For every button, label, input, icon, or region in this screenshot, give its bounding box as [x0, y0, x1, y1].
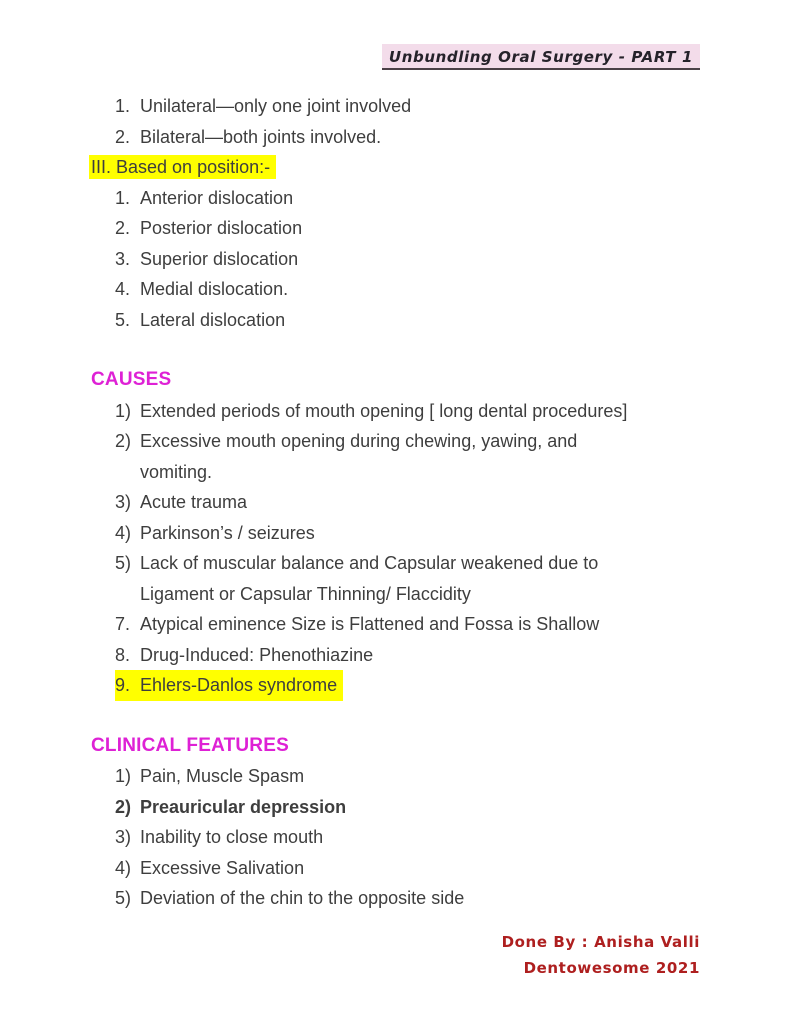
- list-item: [91, 792, 791, 823]
- item-number: 1.: [115, 187, 131, 208]
- item-number: 2): [115, 796, 132, 817]
- list-item: [91, 609, 791, 640]
- list-item: [91, 213, 791, 244]
- item-number: 5.: [115, 309, 131, 330]
- item-text: Lateral dislocation: [140, 309, 286, 330]
- list-item: [91, 305, 791, 336]
- header-row: [0, 44, 791, 70]
- section-heading-clinical-features: CLINICAL FEATURES: [91, 734, 289, 756]
- document-title: Unbundling Oral Surgery - PART 1: [382, 44, 700, 70]
- item-text: Parkinson’s / seizures: [140, 522, 315, 543]
- list-item: [91, 183, 791, 214]
- list-item: [91, 487, 791, 518]
- item-number: 3): [115, 827, 132, 847]
- clinical-features-list: [91, 761, 791, 914]
- item-number: 3): [115, 492, 132, 512]
- item-number: 8.: [115, 644, 131, 665]
- list-item: [91, 426, 791, 487]
- item-text: Excessive Salivation: [140, 857, 305, 878]
- list-item: [91, 244, 791, 275]
- position-list: [91, 183, 791, 336]
- footer-brand: Dentowesome 2021: [523, 958, 700, 977]
- list-item: [91, 640, 791, 671]
- causes-list: [91, 396, 791, 701]
- section-heading-causes: CAUSES: [91, 369, 172, 390]
- item-number: 5): [115, 888, 132, 908]
- item-text: Medial dislocation.: [140, 279, 289, 299]
- list-item: [91, 670, 791, 701]
- item-text: Extended periods of mouth opening [ long dental procedures]: [140, 400, 628, 421]
- item-text: Lack of muscular balance and Capsular weakened due to Ligament or Capsular Thinning/ Flaccidity: [140, 553, 599, 604]
- item-number: 2): [115, 431, 132, 451]
- item-number: 5): [115, 553, 132, 573]
- document-body: [0, 91, 791, 914]
- item-text: Unilateral—only one joint involved: [140, 96, 412, 116]
- list-item: [91, 518, 791, 549]
- item-text: Ehlers-Danlos syndrome: [140, 670, 343, 701]
- list-item: [91, 822, 791, 853]
- item-number: 1): [115, 766, 132, 786]
- list-item: [91, 853, 791, 884]
- list-item: [91, 91, 791, 122]
- item-text: Preauricular depression: [140, 796, 347, 817]
- item-number: 3.: [115, 248, 131, 269]
- item-number: 2.: [115, 126, 131, 147]
- list-item: [91, 883, 791, 914]
- highlight-span: III. Based on position:-: [89, 155, 276, 179]
- item-number: 9.: [115, 670, 140, 701]
- classification-type-list: [91, 91, 791, 152]
- list-item: [91, 274, 791, 305]
- item-text: Atypical eminence Size is Flattened and Fossa is Shallow: [140, 614, 600, 634]
- footer-done-by: Done By : Anisha Valli: [501, 932, 700, 951]
- item-number: 4): [115, 522, 132, 543]
- item-text: Deviation of the chin to the opposite side: [140, 888, 465, 908]
- item-number: 2.: [115, 218, 131, 238]
- item-text: Bilateral—both joints involved.: [140, 126, 382, 147]
- list-item: [91, 761, 791, 792]
- item-text: Acute trauma: [140, 492, 248, 512]
- footer-credit: [0, 929, 791, 981]
- item-number: 1): [115, 400, 132, 421]
- item-number: 4): [115, 857, 132, 878]
- item-number: 4.: [115, 279, 131, 299]
- item-number: 1.: [115, 96, 131, 116]
- subheading-based-on-position: [91, 152, 791, 183]
- list-item: [91, 548, 791, 609]
- list-item: [91, 396, 791, 427]
- list-item: [91, 122, 791, 153]
- item-text: Inability to close mouth: [140, 827, 324, 847]
- item-text: Anterior dislocation: [140, 187, 294, 208]
- item-number: 7.: [115, 614, 131, 634]
- item-text: Superior dislocation: [140, 248, 299, 269]
- item-text: Pain, Muscle Spasm: [140, 766, 305, 786]
- item-text: Excessive mouth opening during chewing, yawing, and vomiting.: [140, 431, 578, 482]
- item-text: Posterior dislocation: [140, 218, 303, 238]
- item-text: Drug-Induced: Phenothiazine: [140, 644, 374, 665]
